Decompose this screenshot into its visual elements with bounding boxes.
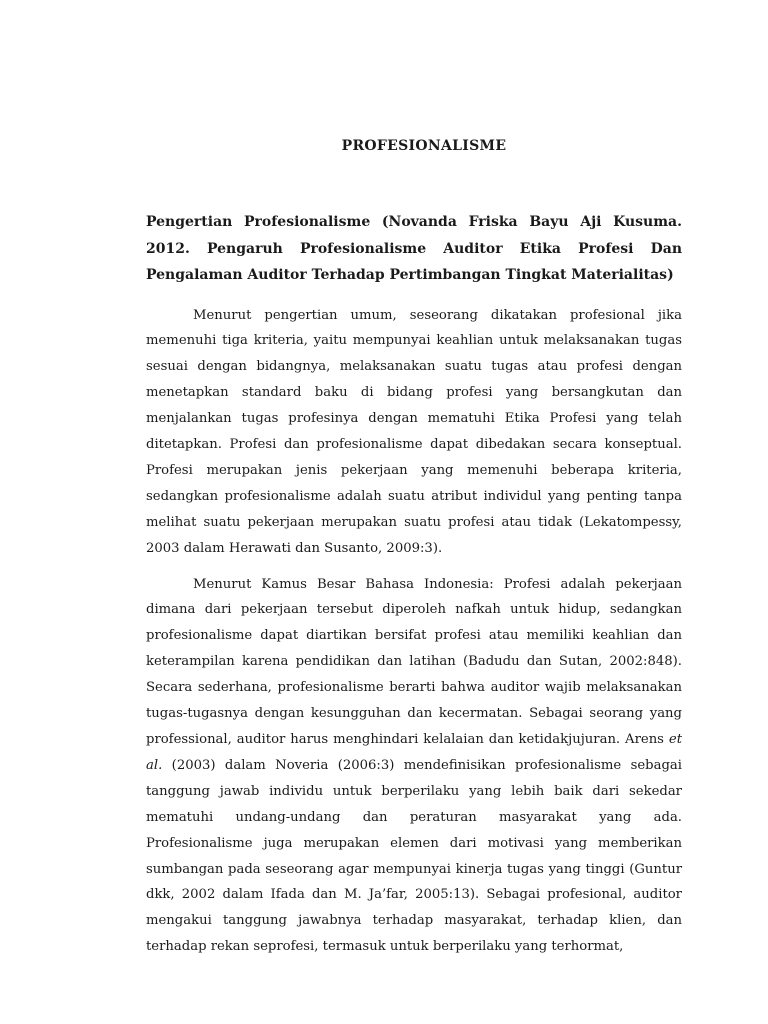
section-subheading: Pengertian Profesionalisme (Novanda Friska Bayu Aji Kusuma. 2012. Pengaruh Profesionalisme Auditor Etika Profesi Dan Pengalaman Auditor Terhadap Pertimbangan Tingkat Materialitas) [146, 214, 682, 283]
paragraph-2 [146, 572, 682, 961]
paragraph-2-text-b: (2003) dalam Noveria (2006:3) mendefinisikan profesionalisme sebagai tanggung jawab individu untuk berperilaku yang lebih baik dari sekedar mematuhi undang-undang dan peraturan masyarakat yang ada. Profesionalisme juga merupakan elemen dari motivasi yang memberikan sumbangan pada seseorang agar mempunyai kinerja tugas yang tinggi (Guntur dkk, 2002 dalam Ifada dan M. Ja’far, 2005:13). Sebagai profesional, auditor mengakui tanggung jawabnya terhadap masyarakat, terhadap klien, dan terhadap rekan seprofesi, termasuk untuk berperilaku yang terhormat, [146, 757, 682, 955]
paragraph-1: Menurut pengertian umum, seseorang dikatakan profesional jika memenuhi tiga kriteria, yaitu mempunyai keahlian untuk melaksanakan tugas sesuai dengan bidangnya, melaksanakan suatu tugas atau profesi dengan menetapkan standard baku di bidang profesi yang bersangkutan dan menjalankan tugas profesinya dengan mematuhi Etika Profesi yang telah ditetapkan. Profesi dan profesionalisme dapat dibedakan secara konseptual. Profesi merupakan jenis pekerjaan yang memenuhi beberapa kriteria, sedangkan profesionalisme adalah suatu atribut individul yang penting tanpa melihat suatu pekerjaan merupakan suatu profesi atau tidak (Lekatompessy, 2003 dalam Herawati dan Susanto, 2009:3). [146, 307, 682, 556]
page-title: PROFESIONALISME [341, 138, 507, 154]
paragraph-2-emphasis: et al. [146, 732, 682, 773]
paragraph-2-text-a: Menurut Kamus Besar Bahasa Indonesia: Profesi adalah pekerjaan dimana dari pekerjaan tersebut diperoleh nafkah untuk hidup, sedangkan profesionalisme dapat diartikan bersifat profesi atau memiliki keahlian dan keterampilan karena pendidikan dan latihan (Badudu dan Sutan, 2002:848). Secara sederhana, profesionalisme berarti bahwa auditor wajib melaksanakan tugas-tugasnya dengan kesungguhan dan kecermatan. Sebagai seorang yang professional, auditor harus menghindari kelalaian dan ketidakjujuran. Arens [146, 576, 682, 747]
